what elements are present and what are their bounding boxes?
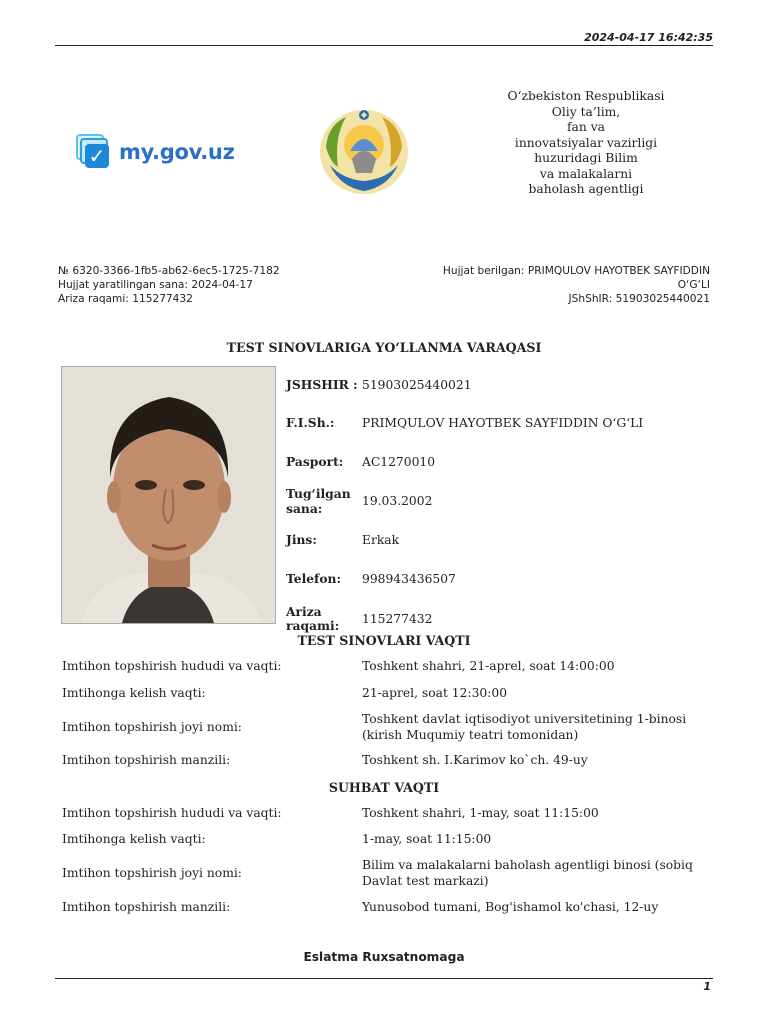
info-row-jshshir: JSHSHIR : 51903025440021	[286, 376, 472, 392]
document-timestamp: 2024-04-17 16:42:35	[584, 31, 713, 44]
document-title: TEST SINOVLARIGA YO‘LLANMA VARAQASI	[226, 340, 542, 355]
top-divider	[55, 45, 713, 46]
document-meta-right	[443, 264, 710, 306]
test-row-place: Imtihon topshirish joyi nomi: Toshkent davlat iqtisodiyot universitetining 1-binosi (kirish Muqumiy teatri tomonidan)	[62, 712, 687, 742]
ministry-name: O‘zbekiston Respublikasi Oliy ta’lim, fan va innovatsiyalar vazirligi huzuridagi Bilim va malakalarni baholash agentligi	[507, 89, 665, 196]
interview-schedule	[62, 800, 712, 922]
info-row-application: Ariza raqami: 115277432	[286, 603, 433, 633]
test-row-address: Imtihon topshirish manzili: Toshkent sh. I.Karimov ko`ch. 49-uy	[62, 753, 588, 768]
interview-row-address: Imtihon topshirish manzili: Yunusobod tumani, Bog'ishamol ko'chasi, 12-uy	[62, 900, 659, 915]
page-number: 1	[703, 980, 711, 993]
applicant-info	[286, 366, 706, 639]
applicant-photo	[61, 366, 276, 624]
test-section-title: TEST SINOVLARI VAQTI	[297, 633, 471, 648]
info-row-passport: Pasport: AC1270010	[286, 454, 436, 470]
interview-row-arrival: Imtihonga kelish vaqti: 1-may, soat 11:15:00	[62, 832, 492, 847]
checkmark-icon: ✓	[76, 134, 112, 170]
application-number: Ariza raqami: 115277432	[58, 293, 193, 305]
interview-row-region: Imtihon topshirish hududi va vaqti: Toshkent shahri, 1-may, soat 11:15:00	[62, 805, 599, 820]
jshshir-meta: JShShIR: 51903025440021	[568, 293, 710, 305]
test-row-region: Imtihon topshirish hududi va vaqti: Toshkent shahri, 21-aprel, soat 14:00:00	[62, 659, 615, 674]
logo-text: my.gov.uz	[119, 140, 235, 164]
mygov-logo	[76, 134, 235, 170]
info-row-gender: Jins: Erkak	[286, 532, 400, 548]
created-date: Hujjat yaratilingan sana: 2024-04-17	[58, 279, 253, 291]
issued-to: Hujjat berilgan: PRIMQULOV HAYOTBEK SAYFIDDIN	[442, 265, 710, 277]
interview-row-place: Imtihon topshirish joyi nomi: Bilim va malakalarni baholash agentligi binosi (sobiq Davlat test markazi)	[62, 858, 693, 888]
info-row-fish: F.I.Sh.: PRIMQULOV HAYOTBEK SAYFIDDIN O‘G‘LI	[286, 415, 644, 431]
document-meta-left	[58, 264, 280, 306]
issued-to-cont: O‘G‘LI	[677, 279, 710, 291]
state-emblem-icon	[316, 107, 412, 197]
test-schedule	[62, 654, 712, 774]
interview-section-title: SUHBAT VAQTI	[328, 780, 440, 795]
info-row-birthdate: Tug‘ilgan sana: 19.03.2002	[286, 486, 433, 516]
test-row-arrival: Imtihonga kelish vaqti: 21-aprel, soat 12:30:00	[62, 685, 508, 700]
note-heading: Eslatma Ruxsatnomaga	[303, 950, 465, 964]
document-number: № 6320-3366-1fb5-ab62-6ec5-1725-7182	[58, 265, 280, 277]
bottom-divider	[55, 978, 713, 979]
info-row-phone: Telefon: 998943436507	[286, 571, 456, 587]
